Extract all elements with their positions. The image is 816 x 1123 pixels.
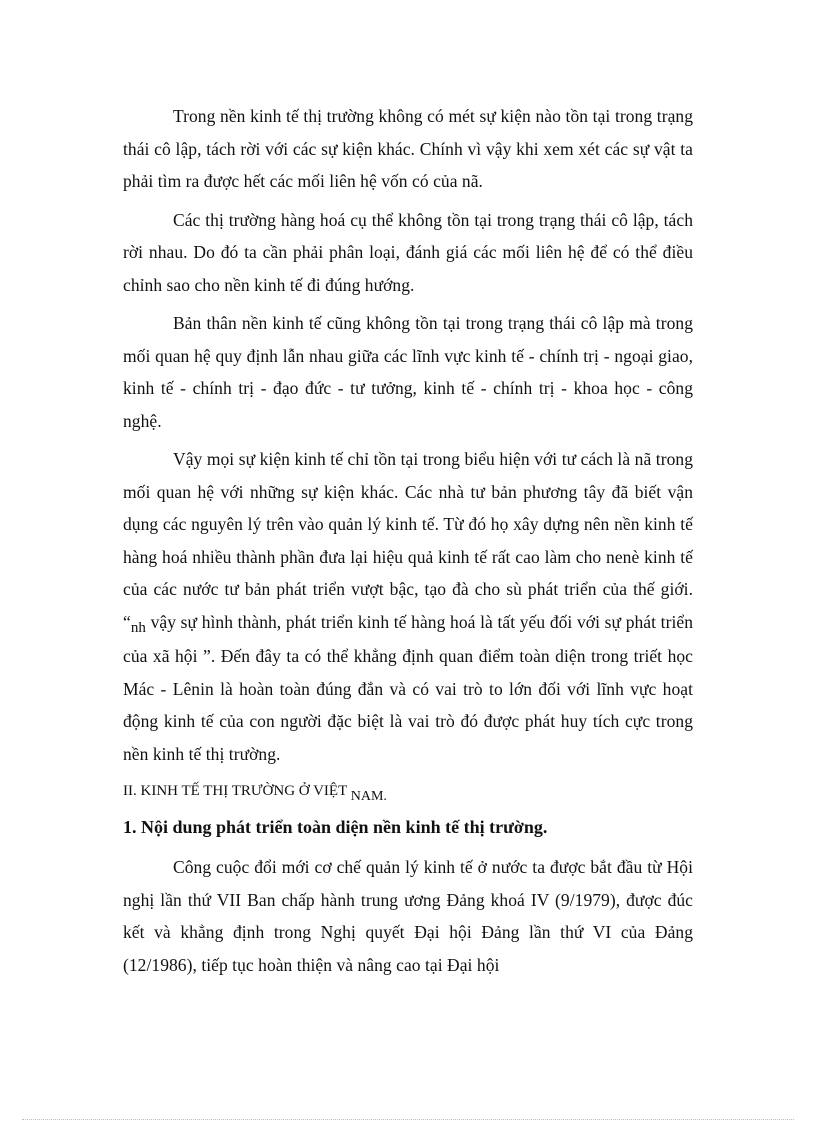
paragraph-4-nh: nh — [130, 619, 146, 636]
paragraph-2: Các thị trường hàng hoá cụ thể không tồn tại trong trạng thái cô lập, tách rời nhau. Do đó ta cần phải phân loại, đánh giá các mối liên hệ để có thể điều chỉnh sao cho nền kinh tế đi đúng hướng. — [123, 209, 693, 295]
section-heading-text: II. KINH TẾ THỊ TRƯỜNG Ở VIỆT — [123, 783, 351, 799]
subsection-heading: 1. Nội dung phát triển toàn diện nền kinh tế thị trường. — [123, 817, 548, 837]
section-heading-tail: NAM. — [350, 789, 387, 804]
document-page — [123, 100, 693, 987]
paragraph-4-part-2: vậy sự hình thành, phát triển kinh tế hàng hoá là tất yếu đối với sự phát triển của xã hội ”. Đến đây ta có thể khẳng định quan điểm toàn diện trong triết học Mác - Lênin là hoàn toàn đúng đắn và có vai trò to lớn đối với lĩnh vực hoạt động kinh tế của con người đặc biệt là vai trò đó được phát huy tích cực trong nền kinh tế thị trường. — [123, 611, 693, 764]
section-heading — [123, 776, 693, 807]
paragraph-1: Trong nền kinh tế thị trường không có mét sự kiện nào tồn tại trong trạng thái cô lập, tách rời với các sự kiện khác. Chính vì vậy khi xem xét các sự vật ta phải tìm ra được hết các mối liên hệ vốn có của nã. — [123, 106, 693, 191]
page-bottom-divider — [22, 1119, 794, 1120]
paragraph-4 — [123, 443, 693, 770]
paragraph-4-part-1: Vậy mọi sự kiện kinh tế chỉ tồn tại trong biểu hiện với tư cách là nã trong mối quan hệ với những sự kiện khác. Các nhà tư bản phương tây đã biết vận dụng các nguyên lý trên vào quản lý kinh tế. Từ đó họ xây dựng nên nền kinh tế hàng hoá nhiều thành phần đưa lại hiệu quả kinh tế rất cao làm cho nenè kinh tế của các nước tư bản phát triển vượt bậc, tạo đà cho sù phát triển của thế giới. “ — [123, 449, 693, 632]
paragraph-3: Bản thân nền kinh tế cũng không tồn tại trong trạng thái cô lập mà trong mối quan hệ quy định lẫn nhau giữa các lĩnh vực kinh tế - chính trị - ngoại giao, kinh tế - chính trị - đạo đức - tư tưởng, kinh tế - chính trị - khoa học - công nghệ. — [123, 313, 693, 431]
paragraph-5: Công cuộc đổi mới cơ chế quản lý kinh tế ở nước ta được bắt đầu từ Hội nghị lần thứ VII Ban chấp hành trung ương Đảng khoá IV (9/1979), được đúc kết và khẳng định trong Nghị quyết Đại hội Đảng lần thứ VI của Đảng (12/1986), tiếp tục hoàn thiện và nâng cao tại Đại hội — [123, 857, 693, 975]
